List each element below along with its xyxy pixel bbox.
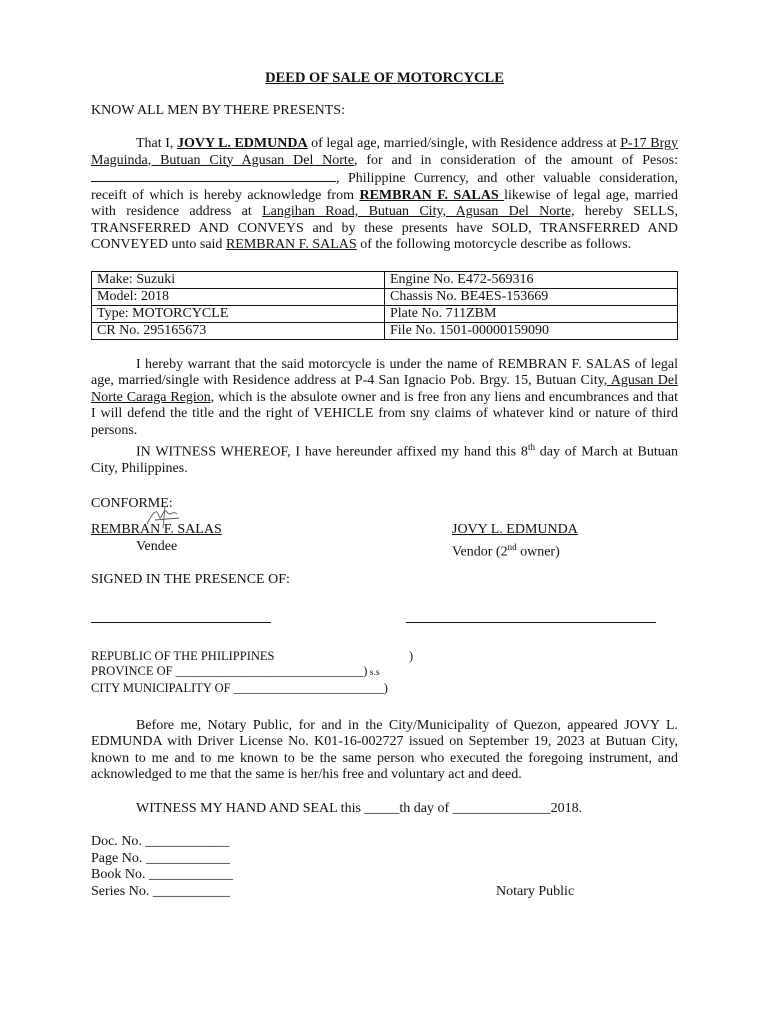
text-run: Vendor (2 [452,544,508,560]
vendor-signature-block [452,522,578,561]
text-run: hereby SELLS, TRANSFERRED AND CONVEYS and by these presents have SOLD, TRANSFERRED AND CONVEYED unto said [91,204,678,252]
series-no: Series No. ___________ [91,883,230,899]
warranty-address: , Agusan Del Norte Caraga Region, [91,373,678,405]
witness-whereof-paragraph [91,439,678,478]
text-run: PROVINCE OF ______________________________ [91,663,364,678]
document-title: DEED OF SALE OF MOTORCYCLE [265,70,504,86]
motorcycle-spec-table [91,271,678,340]
vendor-signature-name: JOVY L. EDMUNDA [452,522,578,538]
province-line [91,664,678,681]
vendor-role [452,539,578,561]
vendee-signature-block [91,522,222,555]
conforme-label: CONFORME: [91,495,173,511]
amount-blank [91,169,336,182]
text-run: of the following motorcycle describe as follows. [356,237,632,252]
text-run: That I, [136,136,177,151]
text-run: s.s [367,667,380,678]
text-run: ) [409,648,414,663]
text-run: owner) [516,544,560,560]
salutation: KNOW ALL MEN BY THERE PRESENTS: [91,102,345,118]
vendee-name-ref: REMBRAN F. SALAS [225,237,357,252]
text-run: I hereby warrant that the said motorcycle is under the name of REMBRAN F. SALAS of legal age, married/single with Residence address at P-4 San Ignacio Pob. Brgy. 15, Butuan City [91,356,678,388]
text-run: , Philippine Currency, and other valuable consideration, receift of which is hereby acknowledge from [91,171,678,203]
witness-line-2 [406,622,656,623]
table-row [92,305,678,322]
text-run: REPUBLIC OF THE PHILIPPINES [91,648,275,663]
sale-paragraph [91,136,678,254]
vendee-address: Langihan Road, Butuan City, Agusan Del Norte, [262,204,575,219]
notary-paragraph: Before me, Notary Public, for and in the City/Municipality of Quezon, appeared JOVY L. EDMUNDA with Driver License No. K01-16-002727 issued on September 19, 2023 at Butuan City, known to me and to me known to be the same person who executed the foregoing instrument, and acknowledged to me that the same is her/his free and voluntary act and deed. [91,717,678,783]
vendor-address: P-17 Brgy Maguinda, Butuan City Agusan Del Norte [91,136,678,168]
vendee-role: Vendee [136,538,178,554]
witness-line-1 [91,622,271,623]
handwritten-signature [143,502,187,532]
notary-doc-fields [91,834,678,900]
jurisdiction-block [91,649,678,696]
notary-public-label: Notary Public [496,883,575,899]
table-row [92,322,678,339]
text-run: of legal age, married/single, with Residence address at [307,136,621,151]
ordinal-suffix: th [527,442,535,452]
ordinal-suffix: nd [507,541,517,552]
spec-file: File No. 1501-00000159090 [385,322,678,339]
table-row [92,271,678,288]
spec-model: Model: 2018 [92,288,385,305]
spec-chassis: Chassis No. BE4ES-153669 [385,288,678,305]
spec-cr: CR No. 295165673 [92,322,385,339]
witness-hand-line: WITNESS MY HAND AND SEAL this _____th day of ______________2018. [136,800,583,816]
book-no: Book No. ____________ [91,867,233,883]
text-run: , for and in consideration of the amount of Pesos: [354,152,678,168]
spec-make: Make: Suzuki [92,271,385,288]
text-run: which is the absulote owner and is free fron any liens and encumbrances and that I will defend the title and the right of VEHICLE from sny claims of whatever kind or nature of third persons. [91,389,678,438]
signature-block [91,522,678,560]
vendor-name: JOVY L. EDMUNDA [176,136,308,151]
vendee-signature-name: REMBRAN F. SALAS [91,522,222,538]
text-run: ) [363,663,368,678]
witness-signature-lines [91,603,678,623]
warranty-paragraph [91,357,678,440]
spec-type: Type: MOTORCYCLE [92,305,385,322]
spec-engine: Engine No. E472-569316 [385,271,678,288]
deed-content [91,70,678,900]
page-no: Page No. ____________ [91,850,230,866]
text-run: day of March at Butuan City, Philippines. [91,444,679,477]
text-run: likewise of legal age, married with residence address at [91,187,678,219]
signed-presence-label: SIGNED IN THE PRESENCE OF: [91,572,290,588]
vendee-name: REMBRAN F. SALAS [359,187,505,203]
text-run: IN WITNESS WHEREOF, I have hereunder affixed my hand this 8 [136,444,528,460]
table-row [92,288,678,305]
spec-plate: Plate No. 711ZBM [385,305,678,322]
republic-line [91,649,678,664]
doc-no: Doc. No. ____________ [91,834,230,850]
city-line: CITY MUNICIPALITY OF ________________________) [91,680,388,695]
